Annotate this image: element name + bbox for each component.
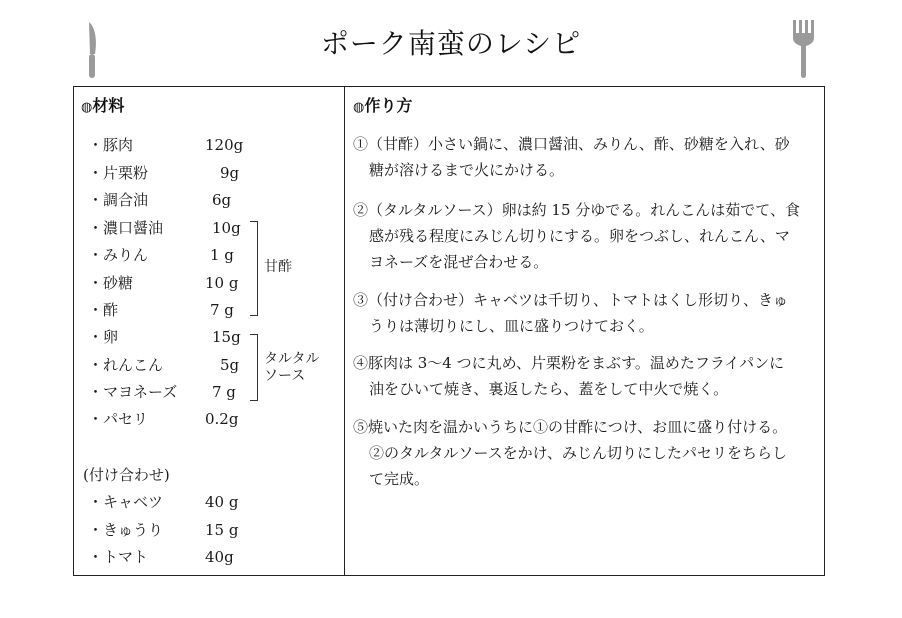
- method-step: ③（付け合わせ）キャベツは千切り、トマトはくし形切り、きゅ うりは薄切りにし、皿に盛りつけておく。: [353, 291, 789, 335]
- method-step: ⑤焼いた肉を温かいうちに①の甘酢につけ、お皿に盛り付ける。 ②のタルタルソースをかけ、みじん切りにしたパセリをちらし て完成。: [353, 418, 788, 488]
- group-label: タルタル ソース: [264, 351, 320, 384]
- method-step: ①（甘酢）小さい鍋に、濃口醤油、みりん、酢、砂糖を入れ、砂 糖が溶けるまで火にかける。: [353, 135, 790, 179]
- column-divider: [344, 86, 345, 576]
- method-step: ④豚肉は 3〜4 つに丸め、片栗粉をまぶす。温めたフライパンに 油をひいて焼き、裏返したら、蓋をして中火で焼く。: [353, 354, 785, 398]
- method-heading: ◍作り方: [353, 96, 413, 115]
- bullet-icon: ◍: [353, 100, 365, 115]
- ingredients-heading: ◍材料: [81, 96, 125, 115]
- group-label: 甘酢: [264, 259, 292, 275]
- group-bracket: [250, 334, 258, 401]
- group-bracket: [250, 221, 258, 316]
- fork-icon: [790, 20, 818, 80]
- knife-icon: [82, 20, 102, 80]
- method-step: ②（タルタルソース）卵は約 15 分ゆでる。れんこんは茹でて、食 感が残る程度にみじん切りにする。卵をつぶし、れんこん、マ ヨネーズを混ぜ合わせる。: [353, 201, 800, 271]
- bullet-icon: ◍: [81, 100, 93, 115]
- garnish-heading: (付け合わせ): [83, 466, 170, 484]
- page-title: ポーク南蛮のレシピ: [320, 27, 582, 60]
